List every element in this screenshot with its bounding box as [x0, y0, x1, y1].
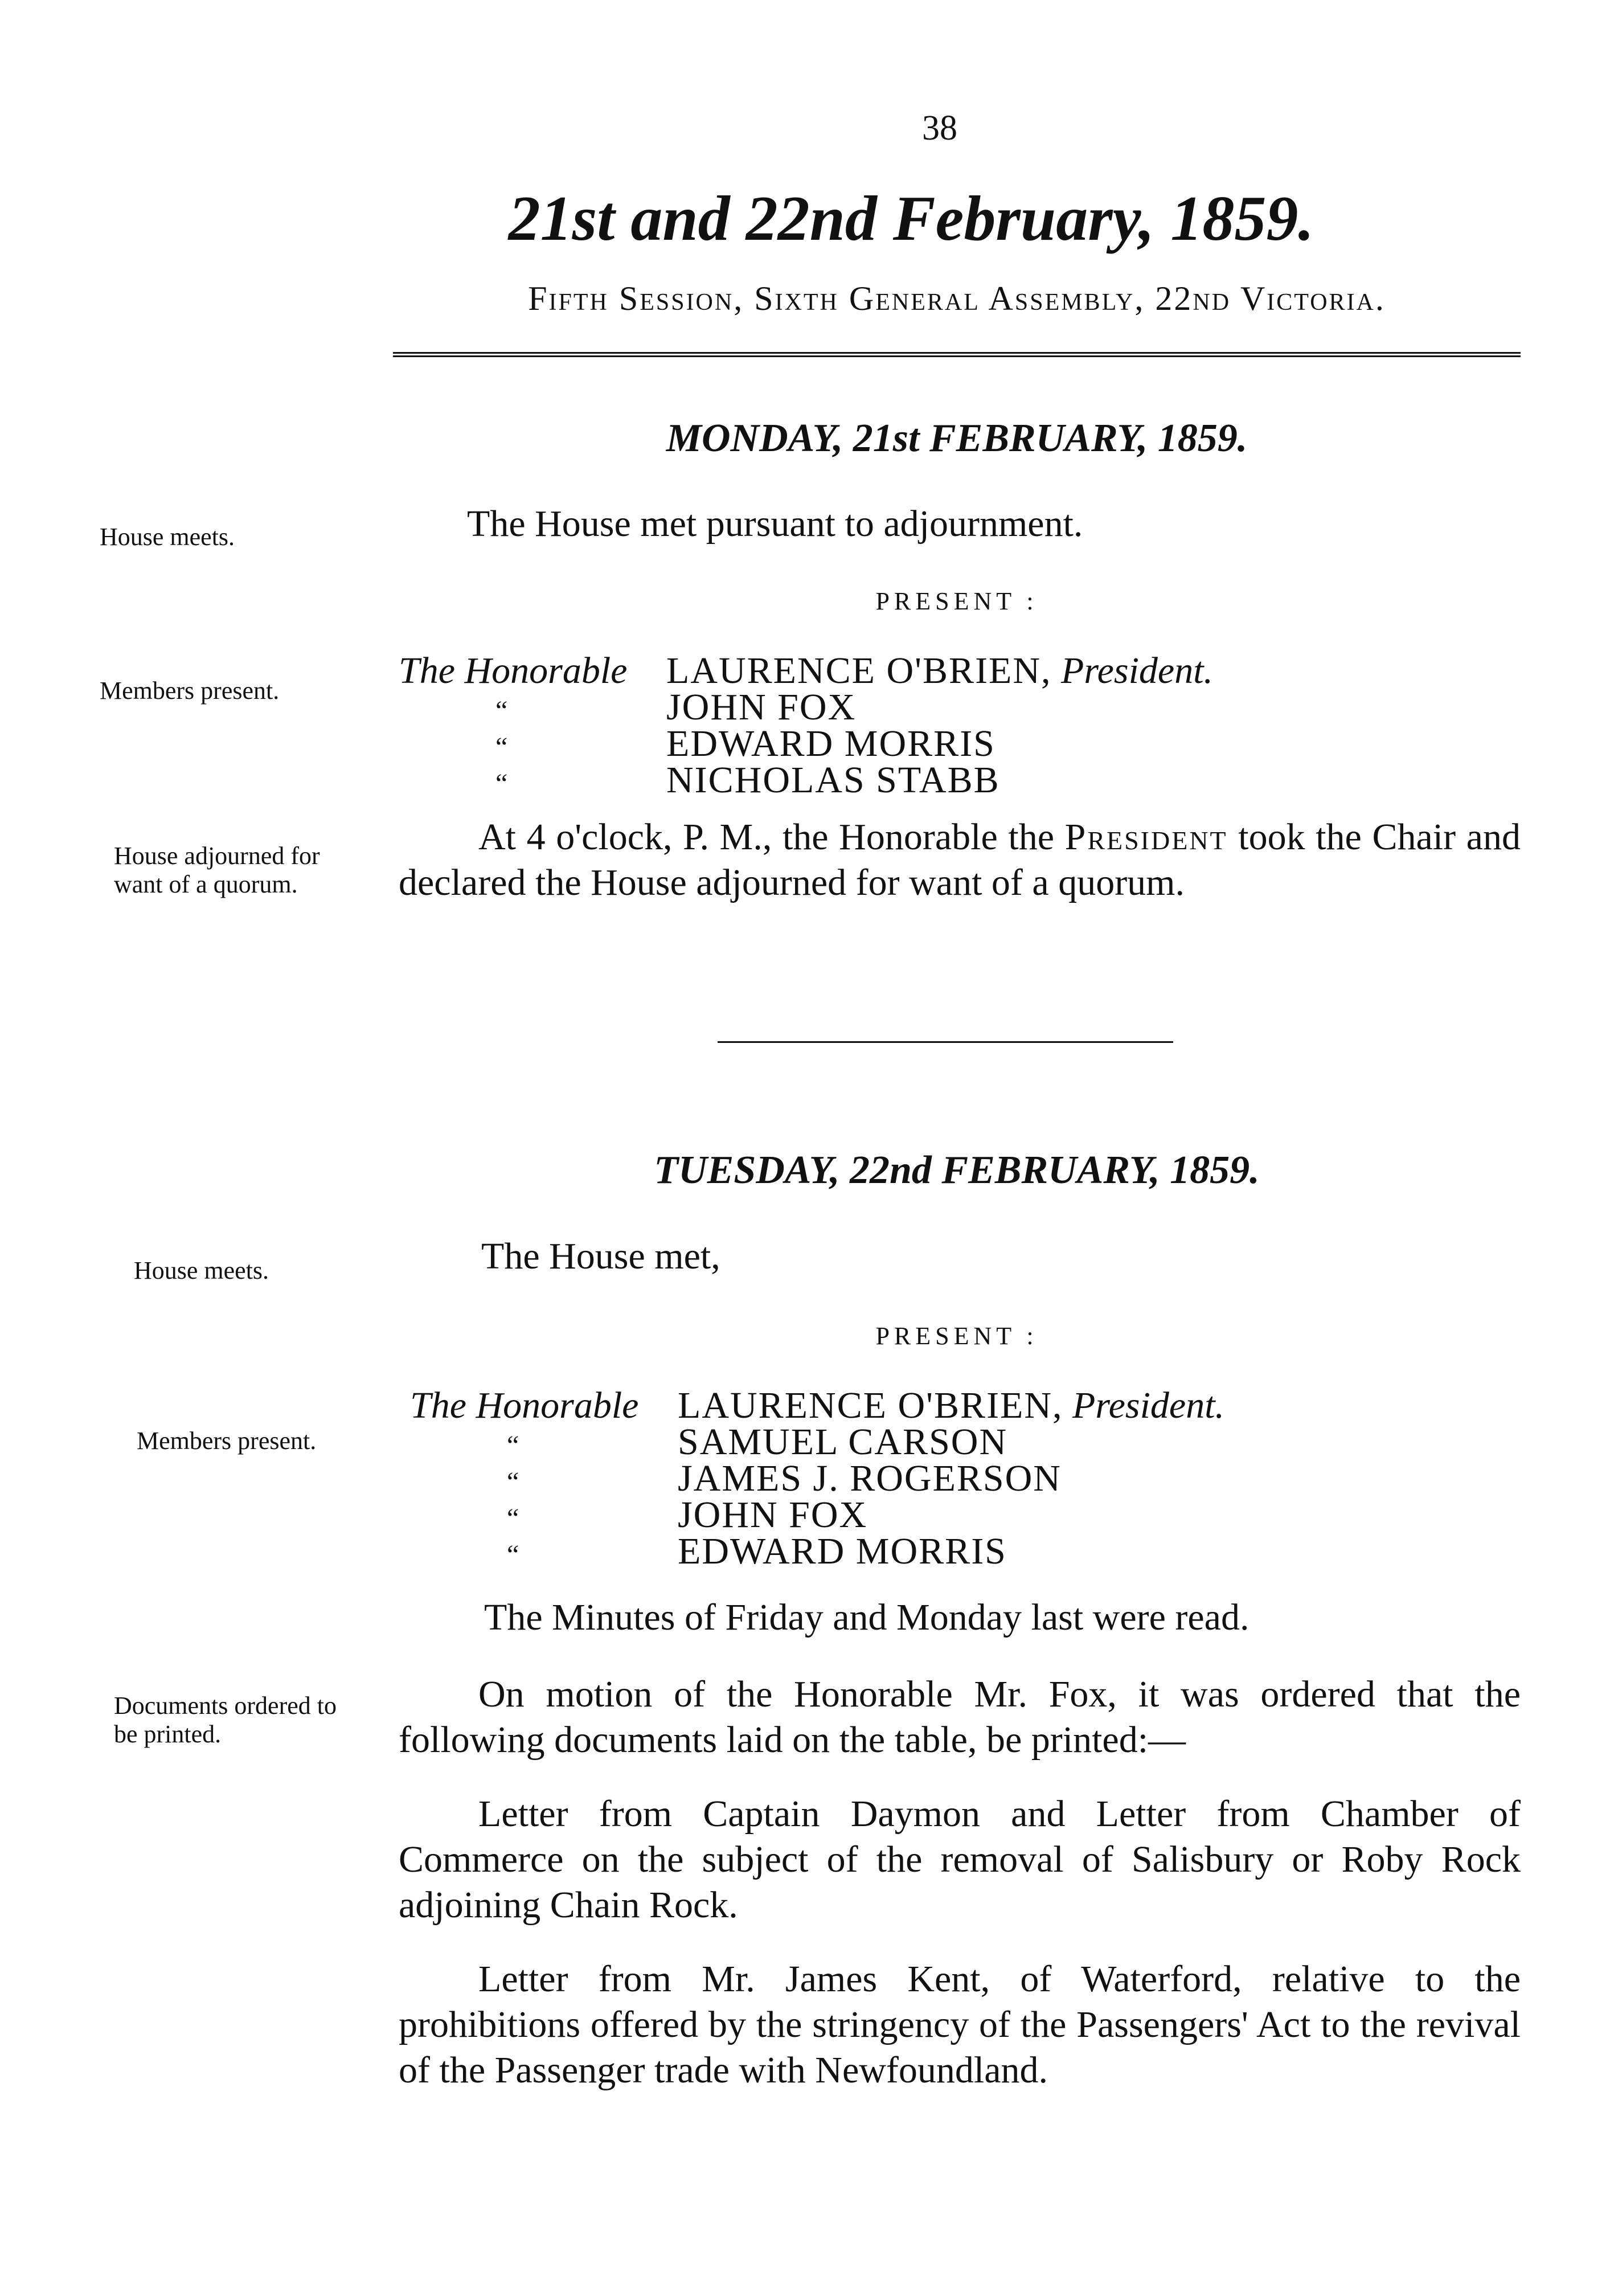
member-row [410, 1457, 1224, 1499]
adjourn-president: President [1064, 816, 1228, 858]
ditto-mark: “ [507, 1540, 519, 1570]
member-honorific: The Honorable [410, 1385, 639, 1426]
member-row [399, 722, 1213, 764]
motion-paragraph: On motion of the Honorable Mr. Fox, it was ordered that the following documents laid on the table, be printed:— [399, 1673, 1521, 1761]
member-name: JOHN FOX [666, 686, 857, 728]
monday-heading: MONDAY, 21st FEBRUARY, 1859. [666, 416, 1248, 460]
margin-note-house-meets: House meets. [100, 523, 235, 551]
house-met-text: The House met pursuant to adjournment. [467, 503, 1083, 545]
section-divider [718, 1041, 1173, 1043]
letter-paragraph: Letter from Captain Daymon and Letter from Chamber of Commerce on the subject of the removal of Salisbury or Roby Rock adjoining Chain Rock. [399, 1793, 1521, 1926]
member-name: EDWARD MORRIS [666, 723, 996, 764]
member-name: LAURENCE O'BRIEN, [678, 1385, 1063, 1426]
header-divider [393, 352, 1521, 357]
house-met-text: The House met, [481, 1235, 720, 1277]
margin-note-line: Documents ordered to [114, 1692, 337, 1720]
margin-note-members-present: Members present. [137, 1427, 317, 1455]
member-row [410, 1384, 1225, 1426]
member-name: SAMUEL CARSON [678, 1421, 1008, 1463]
member-honorific: The Honorable [399, 650, 628, 691]
member-row [399, 649, 1214, 691]
member-row [410, 1493, 1224, 1536]
adjourn-text: At 4 o'clock, P. M., the Honorable the [478, 816, 1065, 858]
minutes-read-text: The Minutes of Friday and Monday last were read. [484, 1597, 1250, 1638]
adjourn-text: took the Chair and declared the House adjourned for want of a quorum. [399, 816, 1521, 903]
member-title: President. [1072, 1385, 1225, 1426]
margin-note-line: want of a quorum. [114, 870, 298, 898]
member-name: JAMES J. ROGERSON [678, 1458, 1062, 1499]
page-title: 21st and 22nd February, 1859. [508, 183, 1314, 254]
ditto-mark: “ [507, 1503, 519, 1533]
adjourn-paragraph [399, 815, 1521, 906]
present-label: PRESENT : [875, 587, 1038, 615]
margin-note-line: House adjourned for [114, 842, 320, 870]
member-name: NICHOLAS STABB [666, 759, 1000, 801]
letter-paragraph: Letter from Mr. James Kent, of Waterford, relative to the prohibitions offered by the stringency of the Passengers' Act to the revival of the Passenger trade with Newfoundland. [399, 1958, 1521, 2091]
margin-note-documents [114, 1692, 337, 1749]
session-subtitle: Fifth Session, Sixth General Assembly, 22nd Victoria. [528, 280, 1386, 317]
margin-note-adjourned [114, 842, 320, 899]
member-name: EDWARD MORRIS [678, 1530, 1007, 1572]
margin-note-members-present: Members present. [100, 677, 280, 705]
member-title: President. [1061, 650, 1214, 691]
ditto-mark: “ [507, 1430, 519, 1460]
page-number: 38 [922, 109, 957, 148]
present-label: PRESENT : [875, 1322, 1038, 1350]
ditto-mark: “ [495, 768, 508, 799]
members-list [410, 1384, 1225, 1572]
members-list [399, 649, 1214, 801]
member-name: LAURENCE O'BRIEN, [666, 650, 1052, 691]
ditto-mark: “ [507, 1467, 519, 1497]
tuesday-heading: TUESDAY, 22nd FEBRUARY, 1859. [654, 1148, 1260, 1192]
member-row [399, 759, 1213, 801]
member-row [410, 1530, 1224, 1572]
margin-note-line: be printed. [114, 1720, 222, 1748]
ditto-mark: “ [495, 732, 508, 762]
ditto-mark: “ [495, 695, 508, 726]
margin-note-house-meets: House meets. [134, 1257, 269, 1284]
member-name: JOHN FOX [678, 1494, 868, 1536]
